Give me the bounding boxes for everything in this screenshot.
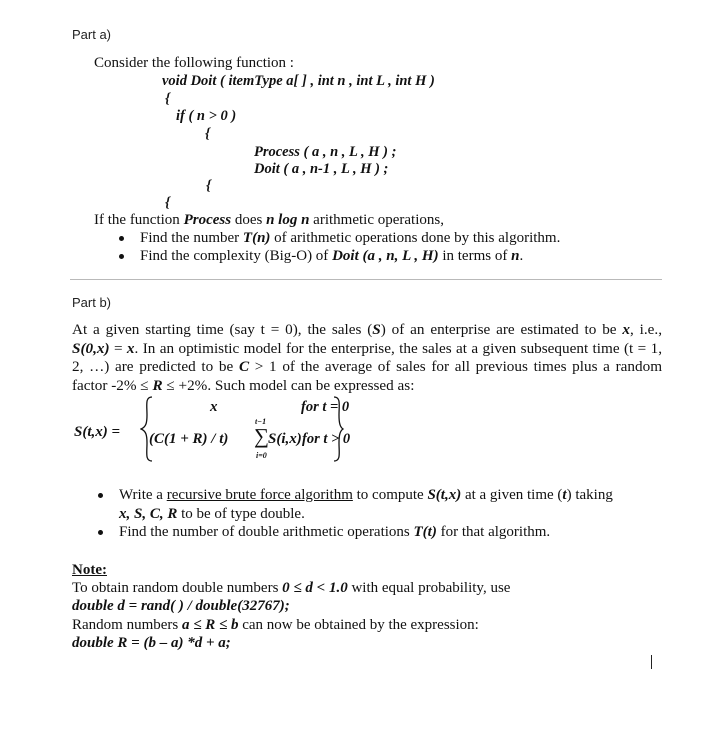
code-close-brace: { <box>165 195 171 211</box>
note-line-4: double R = (b – a) *d + a; <box>72 635 231 651</box>
sum-lower-limit: i=0 <box>256 451 267 460</box>
code-open-brace: { <box>165 91 171 107</box>
part-a-bullet-1: Find the number T(n) of arithmetic operations done by this algorithm. <box>140 230 561 246</box>
bullet-dot <box>119 236 124 241</box>
part-b-bullet-1-cont: x, S, C, R to be of type double. <box>119 506 305 522</box>
part-b-bullet-1: Write a recursive brute force algorithm to compute S(t,x) at a given time (t) taking <box>119 487 613 503</box>
code-close-brace-inner: { <box>206 178 212 194</box>
section-divider <box>70 279 662 280</box>
bullet-dot <box>98 493 103 498</box>
part-b-paragraph: At a given starting time (say t = 0), the sales (S) of an enterprise are estimated to be x, i.e., S(0,x) = x. In an optimistic model for the enterprise, the sales at a given subsequent time (t = 1, 2, …) are predicted to be C > 1 of the average of sales for all previous times plus a random factor -2% ≤ R ≤ +2%. Such model can be expressed as: <box>72 321 663 394</box>
note-title: Note: <box>72 562 107 578</box>
code-if-line: if ( n > 0 ) <box>176 108 237 124</box>
part-a-intro: Consider the following function : <box>94 55 294 71</box>
part-a-condition: If the function Process does n log n arithmetic operations, <box>94 212 444 228</box>
formula-case1-cond: for t = 0 <box>301 399 350 415</box>
formula-case2-term: S(i,x) <box>268 431 302 447</box>
part-a-bullet-2: Find the complexity (Big-O) of Doit (a , n, L , H) in terms of n. <box>140 248 524 264</box>
part-b-bullet-2: Find the number of double arithmetic operations T(t) for that algorithm. <box>119 524 551 540</box>
sum-sign: ∑ <box>254 424 269 448</box>
formula-case2-cond: for t > 0 <box>302 431 351 447</box>
code-doit-call: Doit ( a , n-1 , L , H ) ; <box>254 161 389 177</box>
bullet-dot <box>98 530 103 535</box>
bullet-dot <box>119 254 124 259</box>
right-brace-icon <box>332 395 344 463</box>
left-brace-icon <box>140 395 154 463</box>
code-process-call: Process ( a , n , L , H ) ; <box>254 144 397 160</box>
note-line-3: Random numbers a ≤ R ≤ b can now be obtained by the expression: <box>72 617 479 633</box>
text-cursor <box>651 655 652 669</box>
formula-case1-expr: x <box>210 399 218 415</box>
formula-lhs: S(t,x) = <box>74 424 121 440</box>
code-open-brace-inner: { <box>205 126 211 142</box>
part-b-label: Part b) <box>72 295 112 310</box>
sum-upper-limit: t−1 <box>255 417 267 426</box>
formula-case2-expr: (C(1 + R) / t) <box>149 431 229 447</box>
code-signature: void Doit ( itemType a[ ] , int n , int L , int H ) <box>162 73 435 89</box>
note-line-1: To obtain random double numbers 0 ≤ d < 1.0 with equal probability, use <box>72 580 511 596</box>
note-line-2: double d = rand( ) / double(32767); <box>72 598 290 614</box>
part-a-label: Part a) <box>72 27 112 42</box>
